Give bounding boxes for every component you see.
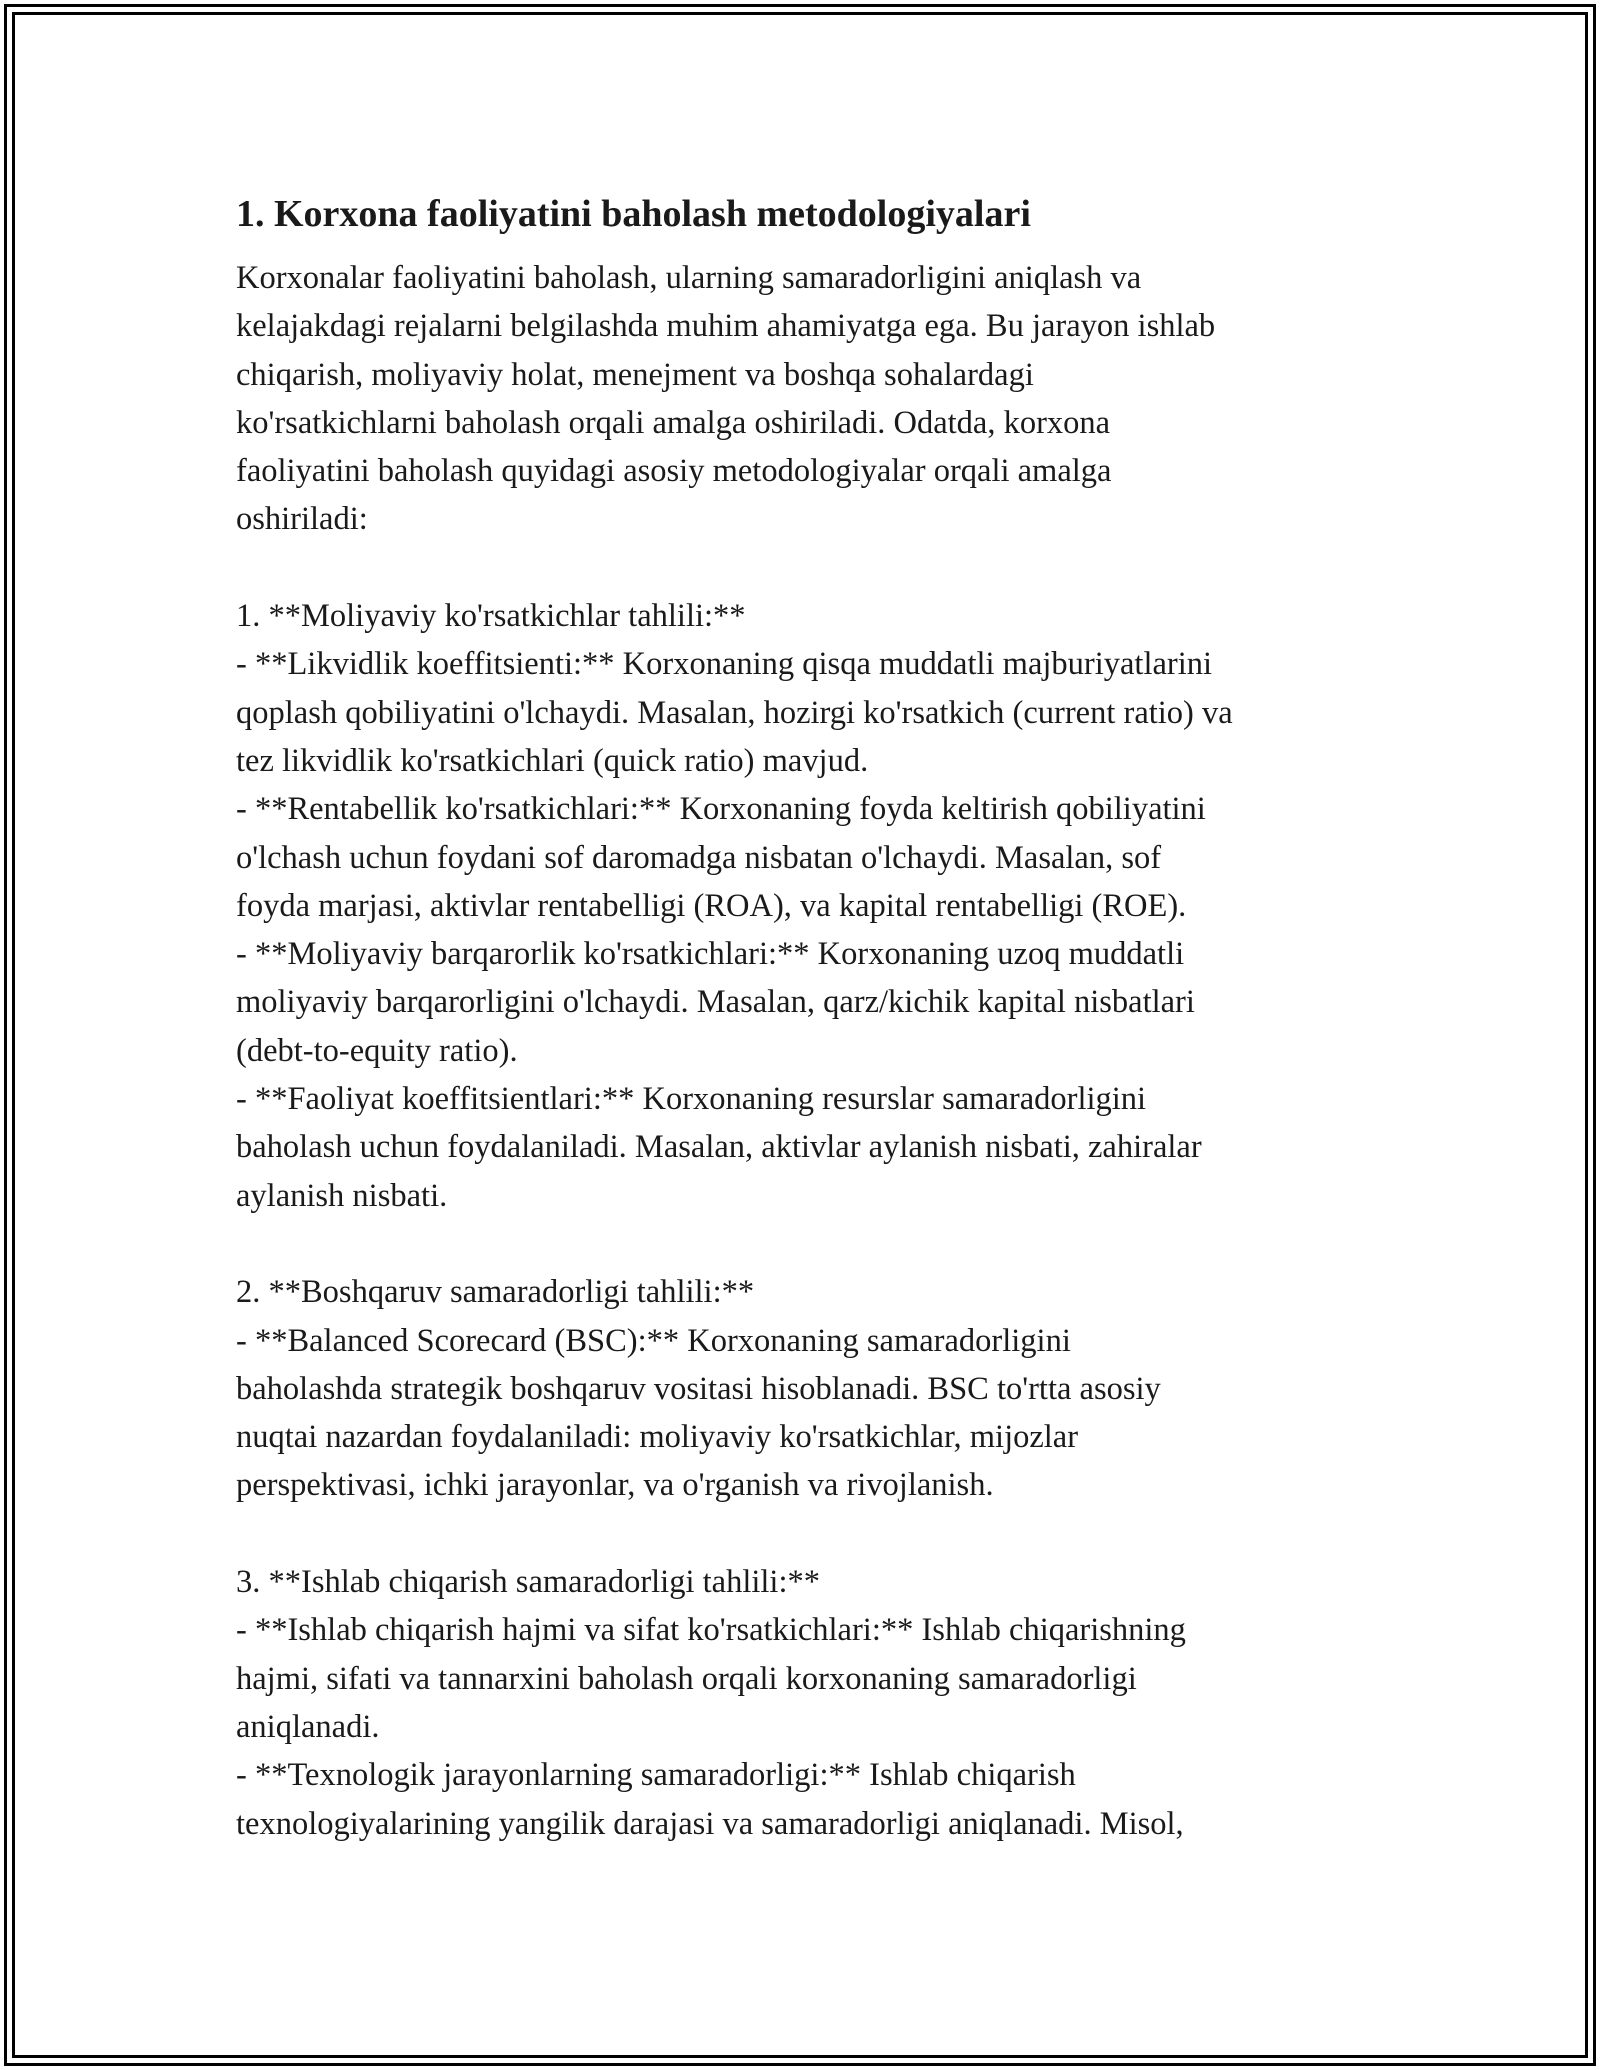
paragraph-spacer	[236, 544, 1396, 592]
section-management-efficiency: 2. **Boshqaruv samaradorligi tahlili:** - **Balanced Scorecard (BSC):** Korxonaning samaradorligini baholashda strategik boshqaruv vositasi hisoblanadi. BSC to'rtta asosiy nuqtai nazardan foydalaniladi: moliyaviy ko'rsatkichlar, mijozlar perspektivasi, ichki jarayonlar, va o'rganish va rivojlanish.	[236, 1274, 1161, 1504]
intro-paragraph: Korxonalar faoliyatini baholash, ularning samaradorligini aniqlash va kelajakdagi rejalarni belgilashda muhim ahamiyatga ega. Bu jarayon ishlab chiqarish, moliyaviy holat, menejment va boshqa sohalardagi ko'rsatkichlarni baholash orqali amalga oshiriladi. Odatda, korxona faoliyatini baholash quyidagi asosiy metodologiyalar orqali amalga oshiriladi:	[236, 260, 1216, 538]
section-financial-indicators: 1. **Moliyaviy ko'rsatkichlar tahlili:** - **Likvidlik koeffitsienti:** Korxonaning qisqa muddatli majburiyatlarini qoplash qobiliyatini o'lchaydi. Masalan, hozirgi ko'rsatkich (current ratio) va tez likvidlik ko'rsatkichlari (quick ratio) mavjud. - **Rentabellik ko'rsatkichlari:** Korxonaning foyda keltirish qobiliyatini o'lchash uchun foydani sof daromadga nisbatan o'lchaydi. Masalan, sof foyda marjasi, aktivlar rentabelligi (ROA), va kapital rentabelligi (ROE). - **Moliyaviy barqarorlik ko'rsatkichlari:** Korxonaning uzoq muddatli moliyaviy barqarorligini o'lchaydi. Masalan, qarz/kichik kapital nisbatlari (debt-to-equity ratio). - **Faoliyat koeffitsientlari:** Korxonaning resurslar samaradorligini baholash uchun foydalaniladi. Masalan, aktivlar aylanish nisbati, zahiralar aylanish nisbati.	[236, 598, 1233, 1214]
paragraph-spacer	[236, 1220, 1396, 1268]
document-body	[236, 188, 1396, 1848]
section-production-efficiency: 3. **Ishlab chiqarish samaradorligi tahlili:** - **Ishlab chiqarish hajmi va sifat ko'rsatkichlari:** Ishlab chiqarishning hajmi, sifati va tannarxini baholash orqali korxonaning samaradorligi aniqlanadi. - **Texnologik jarayonlarning samaradorligi:** Ishlab chiqarish texnologiyalarining yangilik darajasi va samaradorligi aniqlanadi. Misol,	[236, 1564, 1186, 1842]
document-title: 1. Korxona faoliyatini baholash metodologiyalari	[236, 193, 1031, 235]
paragraph-spacer	[236, 1510, 1396, 1558]
